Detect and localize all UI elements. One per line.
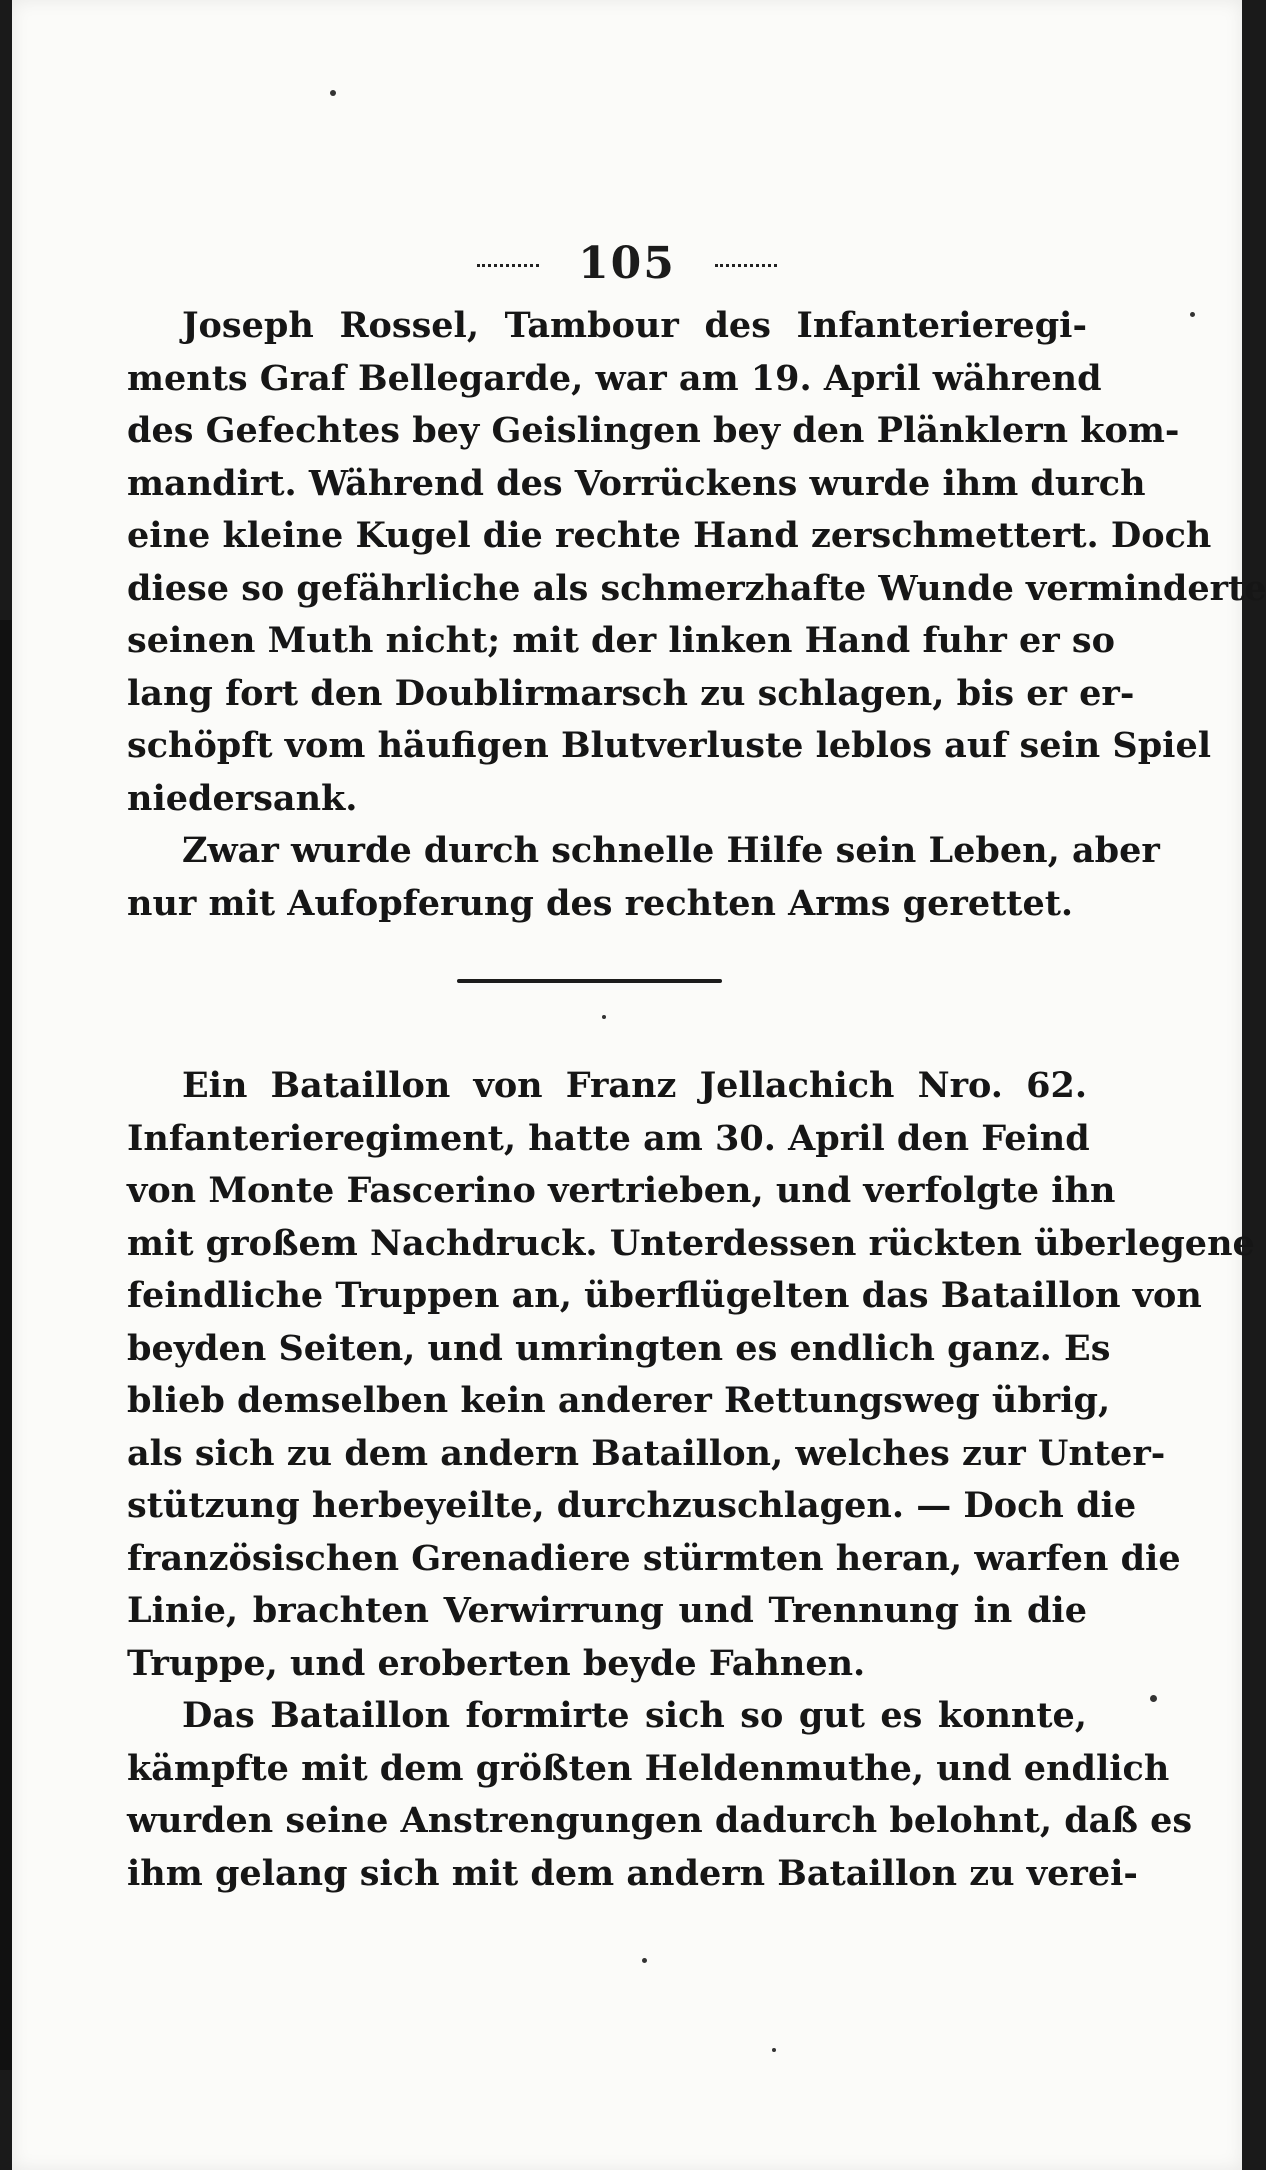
paragraph-line: Das Bataillon formirte sich so gut es konnte, — [182, 1695, 1087, 1736]
paragraph-line: Ein Bataillon von Franz Jellachich Nro. 62. — [182, 1065, 1087, 1106]
paragraph-line: ihm gelang sich mit dem andern Bataillon zu verei- — [127, 1852, 1138, 1894]
dust-speck — [1190, 312, 1195, 317]
paragraph-line: blieb demselben kein anderer Rettungsweg übrig, — [127, 1380, 1111, 1421]
dust-speck — [772, 2048, 776, 2052]
anecdote-rossel — [127, 300, 1266, 930]
paragraph-line: diese so gefährliche als schmerzhafte Wunde verminderte — [127, 567, 1266, 609]
paragraph-line: eine kleine Kugel die rechte Hand zerschmettert. Doch — [127, 515, 1212, 556]
paragraph-line: beyden Seiten, und umringten es endlich ganz. Es — [127, 1327, 1111, 1369]
book-page — [12, 0, 1266, 2170]
paragraph-line: Infanterieregiment, hatte am 30. April den Feind — [127, 1117, 1090, 1159]
paragraph-line: stützung herbeyeilte, durchzuschlagen. — Doch die — [127, 1485, 1137, 1526]
page-number: 105 — [578, 238, 676, 289]
paragraph-line: mandirt. Während des Vorrückens wurde ihm durch — [127, 462, 1146, 504]
page-header — [12, 238, 1242, 289]
paragraph-line: als sich zu dem andern Bataillon, welches zur Unter- — [127, 1432, 1166, 1474]
paragraph-line: des Gefechtes bey Geislingen bey den Plänklern kom- — [127, 410, 1180, 451]
paragraph-line: lang fort den Doublirmarsch zu schlagen, bis er er- — [127, 672, 1135, 714]
paragraph-line: schöpft vom häufigen Blutverluste leblos auf sein Spiel — [127, 725, 1212, 766]
paragraph-line: ments Graf Bellegarde, war am 19. April während — [127, 357, 1102, 399]
paragraph-line: wurden seine Anstrengungen dadurch belohnt, daß es — [127, 1800, 1193, 1841]
paragraph-line: seinen Muth nicht; mit der linken Hand fuhr er so — [127, 620, 1115, 661]
paragraph-line: niedersank. — [127, 777, 358, 819]
header-ornament-left — [477, 254, 539, 267]
dust-speck — [602, 1015, 606, 1019]
paragraph-line: Zwar wurde durch schnelle Hilfe sein Leben, aber — [182, 830, 1160, 871]
paragraph-line: französischen Grenadiere stürmten heran, warfen die — [127, 1537, 1181, 1579]
paragraph-line: kämpfte mit dem größten Heldenmuthe, und endlich — [127, 1747, 1170, 1789]
paragraph-line: Joseph Rossel, Tambour des Infanterieregi- — [182, 305, 1087, 346]
paragraph-line: feindliche Truppen an, überflügelten das Bataillon von — [127, 1275, 1202, 1316]
section-divider — [457, 979, 722, 983]
header-ornament-right — [715, 254, 777, 267]
paragraph-line: Truppe, und eroberten beyde Fahnen. — [127, 1642, 866, 1684]
dust-speck — [330, 90, 336, 96]
paragraph-line: mit großem Nachdruck. Unterdessen rückten überlegene — [127, 1222, 1255, 1264]
paragraph-line: von Monte Fascerino vertrieben, und verfolgte ihn — [127, 1170, 1116, 1211]
dust-speck — [1150, 1695, 1157, 1702]
paragraph-line: nur mit Aufopferung des rechten Arms gerettet. — [127, 882, 1074, 924]
dust-speck — [642, 1958, 647, 1963]
book-binding-shadow — [0, 620, 12, 2070]
anecdote-bataillon — [127, 1060, 1255, 1900]
paragraph-line: Linie, brachten Verwirrung und Trennung in die — [127, 1590, 1087, 1631]
